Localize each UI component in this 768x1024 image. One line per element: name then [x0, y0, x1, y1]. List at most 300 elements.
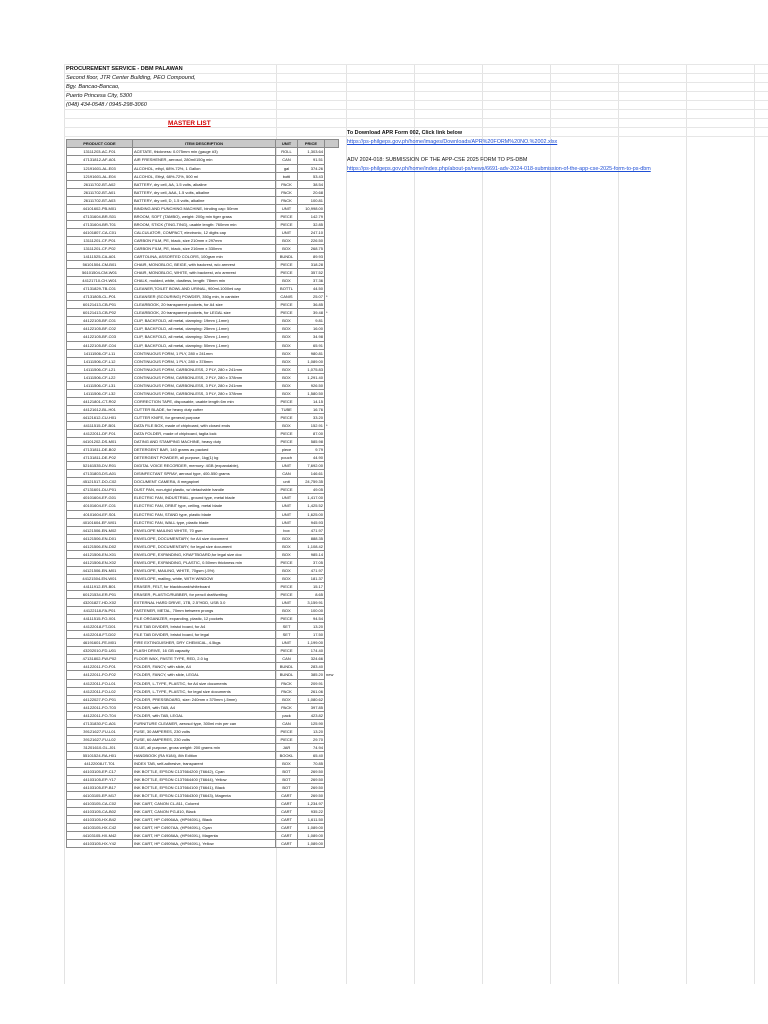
price-cell: 53.43: [298, 172, 325, 180]
price-cell: 283.40: [298, 663, 325, 671]
price-cell: 226.50: [298, 236, 325, 244]
unit-cell: CART: [276, 816, 298, 824]
note-cell: [325, 711, 339, 719]
product-code-cell: 44121612-CU-H01: [67, 413, 133, 421]
table-row[interactable]: [67, 558, 339, 566]
unit-cell: PACK: [276, 703, 298, 711]
product-code-cell: 44111515-FO-X01: [67, 615, 133, 623]
table-row[interactable]: [67, 607, 339, 615]
unit-cell: BOX: [276, 317, 298, 325]
table-row[interactable]: [67, 679, 339, 687]
note-cell: [325, 607, 339, 615]
item-description-cell: INK BOTTLE, EPSON C13T664300 (T6643), Magenta: [133, 792, 276, 800]
price-cell: 269.50: [298, 792, 325, 800]
table-row[interactable]: [67, 816, 339, 824]
price-cell: 25.07: [298, 293, 325, 301]
product-code-cell: 44122011-FO-T03: [67, 703, 133, 711]
note-cell: [325, 582, 339, 590]
product-code-cell: 47131601-DU-P01: [67, 486, 133, 494]
table-row[interactable]: [67, 582, 339, 590]
item-description-cell: ENVELOPE, EXPANDING, PLASTIC, 0.50mm thickness min: [133, 558, 276, 566]
price-cell: 3,159.91: [298, 599, 325, 607]
table-row[interactable]: [67, 422, 339, 430]
note-cell: [325, 164, 339, 172]
item-description-cell: DATA FILE BOX, made of chipboard, with closed ends: [133, 422, 276, 430]
item-description-cell: ERASER, PLASTIC/RUBBER, for pencil draft/writing: [133, 590, 276, 598]
table-row[interactable]: [67, 832, 339, 840]
item-description-cell: CONTINUOUS FORM, 1 PLY, 280 x 241mm: [133, 349, 276, 357]
item-description-cell: CLEANER,TOILET BOWL AND URINAL, 900ml-1000ml cap: [133, 285, 276, 293]
product-code-cell: 44111515-DF-B01: [67, 422, 133, 430]
price-cell: 935.22: [298, 808, 325, 816]
unit-cell: UNIT: [276, 204, 298, 212]
product-code-cell: 47131829-TB-C01: [67, 285, 133, 293]
table-row[interactable]: [67, 566, 339, 574]
unit-cell: CART: [276, 824, 298, 832]
unit-cell: BOX: [276, 357, 298, 365]
table-row[interactable]: [67, 703, 339, 711]
product-code-cell: 44122011-FO-L02: [67, 687, 133, 695]
price-cell: 24,759.35: [298, 478, 325, 486]
table-row[interactable]: [67, 478, 339, 486]
price-cell: 36.85: [298, 301, 325, 309]
price-cell: 1,089.00: [298, 840, 325, 848]
price-cell: 888.35: [298, 534, 325, 542]
table-row[interactable]: [67, 526, 339, 534]
unit-cell: BOX: [276, 333, 298, 341]
product-code-cell: 44103105-EP-M17: [67, 792, 133, 800]
product-code-cell: 44121506-EN-M01: [67, 566, 133, 574]
price-cell: 29.70: [298, 735, 325, 743]
table-row[interactable]: [67, 438, 339, 446]
table-row[interactable]: [67, 454, 339, 462]
unit-cell: CART: [276, 808, 298, 816]
unit-cell: BOTTL: [276, 285, 298, 293]
table-row[interactable]: [67, 743, 339, 751]
note-cell: [325, 365, 339, 373]
table-row[interactable]: [67, 172, 339, 180]
table-row[interactable]: [67, 687, 339, 695]
price-cell: 16.76: [298, 405, 325, 413]
note-cell: [325, 558, 339, 566]
table-row[interactable]: [67, 212, 339, 220]
unit-cell: PIECE: [276, 438, 298, 446]
product-code-cell: 44101807-CA-C01: [67, 228, 133, 236]
product-code-cell: 44122105-BF-C03: [67, 333, 133, 341]
column-header-product-code: PRODUCT CODE: [67, 140, 133, 148]
unit-cell: BOT: [276, 784, 298, 792]
table-row[interactable]: [67, 639, 339, 647]
table-row[interactable]: [67, 349, 339, 357]
price-cell: 397.85: [298, 703, 325, 711]
grid-column-line: [754, 64, 755, 984]
table-header-row: [67, 140, 339, 148]
product-code-cell: 47131830-FC-A01: [67, 719, 133, 727]
table-row[interactable]: [67, 373, 339, 381]
price-cell: 9.81: [298, 317, 325, 325]
note-cell: [325, 502, 339, 510]
item-description-cell: FILE ORGANIZER, expanding, plastic, 12 pockets: [133, 615, 276, 623]
note-cell: [325, 454, 339, 462]
table-row[interactable]: [67, 381, 339, 389]
advisory-link[interactable]: https://ps-philgeps.gov.ph/home/index.php/about-ps/news/6691-adv-2024-018-submission-of-the-app-cse-2025-form-to-ps-dbm: [347, 166, 651, 172]
price-cell: 49.05: [298, 486, 325, 494]
unit-cell: PIECE: [276, 301, 298, 309]
note-cell: [325, 269, 339, 277]
unit-cell: PIECE: [276, 212, 298, 220]
item-description-cell: EXTERNAL HARD DRIVE, 1TB, 2.5"HDD, USB 3.0: [133, 599, 276, 607]
product-code-cell: 44111912-ER-B01: [67, 582, 133, 590]
note-cell: [325, 840, 339, 848]
item-description-cell: FILE TAB DIVIDER, bristol board, for legal: [133, 631, 276, 639]
unit-cell: TUBE: [276, 405, 298, 413]
grid-column-line: [482, 64, 483, 984]
price-cell: 1,425.52: [298, 502, 325, 510]
table-row[interactable]: [67, 599, 339, 607]
table-row[interactable]: [67, 615, 339, 623]
price-cell: 100.81: [298, 196, 325, 204]
note-cell: *: [326, 294, 328, 300]
item-description-cell: CONTINUOUS FORM, CARBONLESS, 3 PLY, 280 x 378mm: [133, 389, 276, 397]
item-description-cell: FIRE EXTINGUISHER, DRY CHEMICAL, 4.5kgs: [133, 639, 276, 647]
table-row[interactable]: [67, 228, 339, 236]
note-cell: [325, 180, 339, 188]
price-cell: 269.50: [298, 784, 325, 792]
table-row[interactable]: [67, 325, 339, 333]
item-description-cell: ENVELOPE, MAILING, WHITE, 70gsm (-5%): [133, 566, 276, 574]
unit-cell: BUNDL: [276, 253, 298, 261]
note-cell: [325, 526, 339, 534]
unit-cell: piece: [276, 446, 298, 454]
price-cell: 268.75: [298, 244, 325, 252]
table-body: [67, 148, 339, 848]
price-cell: 32.85: [298, 220, 325, 228]
table-row[interactable]: [67, 840, 339, 848]
table-row[interactable]: [67, 800, 339, 808]
table-row[interactable]: [67, 486, 339, 494]
product-code-cell: 31201610-GL-J01: [67, 743, 133, 751]
note-cell: [325, 639, 339, 647]
table-row[interactable]: [67, 220, 339, 228]
table-row[interactable]: [67, 824, 339, 832]
note-cell: [325, 695, 339, 703]
unit-cell: PIECE: [276, 430, 298, 438]
advisory-link-row: [347, 166, 651, 172]
note-cell: [325, 430, 339, 438]
price-cell: 87.00: [298, 430, 325, 438]
table-row[interactable]: [67, 236, 339, 244]
note-cell: *: [326, 423, 328, 428]
note-cell: new: [326, 672, 334, 678]
item-description-cell: CUTTER BLADE, for heavy duty cutter: [133, 405, 276, 413]
note-cell: [325, 413, 339, 421]
table-row[interactable]: [67, 719, 339, 727]
unit-cell: pouch: [276, 454, 298, 462]
table-row[interactable]: [67, 188, 339, 196]
table-row[interactable]: [67, 285, 339, 293]
grid-row-line: [64, 109, 768, 110]
table-row[interactable]: [67, 735, 339, 743]
note-cell: [325, 719, 339, 727]
price-cell: 70.85: [298, 759, 325, 767]
table-row[interactable]: [67, 590, 339, 598]
product-code-cell: 14111525-CA-A01: [67, 253, 133, 261]
note-cell: [325, 486, 339, 494]
item-description-cell: BATTERY, dry cell, AAA, 1.5 volts, alkaline: [133, 188, 276, 196]
column-header-note: [325, 140, 339, 148]
table-row[interactable]: [67, 663, 339, 671]
table-row[interactable]: [67, 317, 339, 325]
product-code-cell: 14111506-CF-L32: [67, 389, 133, 397]
table-row[interactable]: [67, 574, 339, 582]
column-header-unit: UNIT: [276, 140, 298, 148]
product-code-cell: 40101604-EF-C01: [67, 502, 133, 510]
table-row[interactable]: [67, 365, 339, 373]
table-row[interactable]: [67, 462, 339, 470]
product-code-cell: 44103105-HX-C42: [67, 824, 133, 832]
price-cell: 1,417.00: [298, 494, 325, 502]
table-row[interactable]: [67, 148, 339, 156]
table-row[interactable]: [67, 776, 339, 784]
table-row[interactable]: [67, 671, 339, 679]
item-description-cell: GLUE, all purpose, gross weight: 200 grams min: [133, 743, 276, 751]
price-cell: 9.79: [298, 446, 325, 454]
unit-cell: SET: [276, 631, 298, 639]
table-row[interactable]: [67, 623, 339, 631]
product-code-cell: 44121801-CT-R02: [67, 397, 133, 405]
item-description-cell: CLIP, BACKFOLD, all metal, clamping: 50mm (-1mm): [133, 341, 276, 349]
master-list-title: MASTER LIST: [168, 120, 211, 127]
price-cell: 34.98: [298, 333, 325, 341]
table-row[interactable]: [67, 792, 339, 800]
table-row[interactable]: [67, 510, 339, 518]
table-row[interactable]: [67, 244, 339, 252]
product-code-cell: 55101524-RA-H01: [67, 751, 133, 759]
unit-cell: UNIT: [276, 462, 298, 470]
table-row[interactable]: [67, 430, 339, 438]
table-row[interactable]: [67, 518, 339, 526]
table-row[interactable]: [67, 808, 339, 816]
table-row[interactable]: [67, 711, 339, 719]
note-cell: [325, 542, 339, 550]
price-cell: 318.28: [298, 261, 325, 269]
table-row[interactable]: [67, 397, 339, 405]
download-instruction: To Download APR Form 002, Click link below: [347, 130, 463, 136]
price-cell: 10,998.00: [298, 204, 325, 212]
product-code-cell: 44121506-EN-M02: [67, 526, 133, 534]
table-row[interactable]: [67, 759, 339, 767]
table-row[interactable]: [67, 631, 339, 639]
price-cell: 15.17: [298, 582, 325, 590]
table-row[interactable]: [67, 309, 339, 317]
table-row[interactable]: [67, 494, 339, 502]
table-row[interactable]: [67, 277, 339, 285]
item-description-cell: ELECTRIC FAN, STAND type, plastic blade: [133, 510, 276, 518]
item-description-cell: FOLDER, FANCY, with slide, LEGAL: [133, 671, 276, 679]
item-description-cell: INK CART, HP C4909AA, (HP940XL), Yellow: [133, 840, 276, 848]
table-row[interactable]: [67, 655, 339, 663]
item-description-cell: CONTINUOUS FORM, CARBONLESS, 2 PLY, 280 x 378mm: [133, 373, 276, 381]
unit-cell: CART: [276, 800, 298, 808]
item-description-cell: CONTINUOUS FORM, 1 PLY, 280 x 378mm: [133, 357, 276, 365]
unit-cell: BOX: [276, 422, 298, 430]
table-row[interactable]: [67, 180, 339, 188]
item-description-cell: FURNITURE CLEANER, aerosol type, 300ml min per can: [133, 719, 276, 727]
note-cell: [325, 566, 339, 574]
table-row[interactable]: [67, 341, 339, 349]
price-cell: 14.15: [298, 397, 325, 405]
note-cell: [325, 510, 339, 518]
table-row[interactable]: [67, 301, 339, 309]
price-cell: 65.91: [298, 341, 325, 349]
item-description-cell: CONTINUOUS FORM, CARBONLESS, 2 PLY, 280 x 241mm: [133, 365, 276, 373]
table-row[interactable]: [67, 647, 339, 655]
table-row[interactable]: [67, 389, 339, 397]
price-cell: 1,089.00: [298, 832, 325, 840]
item-description-cell: INK CART, HP C4908AA, (HP940XL), Magenta: [133, 832, 276, 840]
item-description-cell: BATTERY, dry cell, AA, 1.5 volts, alkaline: [133, 180, 276, 188]
note-cell: [325, 301, 339, 309]
org-name: PROCUREMENT SERVICE - DBM PALAWAN: [66, 66, 183, 72]
product-code-cell: 44122011-FO-T04: [67, 711, 133, 719]
price-cell: 181.37: [298, 574, 325, 582]
price-cell: 152.91: [298, 422, 325, 430]
note-cell: [325, 148, 339, 156]
note-cell: [325, 776, 339, 784]
table-row[interactable]: [67, 156, 339, 164]
product-code-cell: 44122018-FT-D02: [67, 631, 133, 639]
product-code-cell: 47131812-AF-A01: [67, 156, 133, 164]
unit-cell: PIECE: [276, 413, 298, 421]
note-cell: [325, 792, 339, 800]
note-cell: [325, 261, 339, 269]
item-description-cell: CALCULATOR, COMPACT, electronic, 12 digits cap: [133, 228, 276, 236]
table-row[interactable]: [67, 470, 339, 478]
unit-cell: PIECE: [276, 220, 298, 228]
table-row[interactable]: [67, 413, 339, 421]
table-row[interactable]: [67, 253, 339, 261]
unit-cell: BOX: [276, 365, 298, 373]
note-cell: [325, 204, 339, 212]
table-row[interactable]: [67, 164, 339, 172]
unit-cell: UNIT: [276, 599, 298, 607]
product-code-cell: 44121506-EN-X02: [67, 558, 133, 566]
table-row[interactable]: [67, 446, 339, 454]
table-row[interactable]: [67, 269, 339, 277]
table-row[interactable]: [67, 534, 339, 542]
item-description-cell: FOLDER, L-TYPE, PLASTIC, for legal size documents: [133, 687, 276, 695]
item-description-cell: ENVELOPE, DOCUMENTARY, for A4 size document: [133, 534, 276, 542]
phone-numbers: (048) 434-0548 / 0945-298-3060: [66, 102, 147, 108]
price-cell: 1,303.64: [298, 148, 325, 156]
table-row[interactable]: [67, 333, 339, 341]
product-code-cell: 44121612-BL-H01: [67, 405, 133, 413]
table-row[interactable]: [67, 768, 339, 776]
product-code-cell: 43202010-FD-U01: [67, 647, 133, 655]
table-row[interactable]: [67, 261, 339, 269]
unit-cell: PIECE: [276, 727, 298, 735]
unit-cell: UNIT: [276, 518, 298, 526]
item-description-cell: BROOM, STICK (TING-TING), usable length: 760mm min: [133, 220, 276, 228]
price-cell: 374.26: [298, 164, 325, 172]
unit-cell: BOT: [276, 776, 298, 784]
item-description-cell: CORRECTION TAPE, disposable, usable length 6m min: [133, 397, 276, 405]
item-description-cell: CARTOLINA, ASSORTED COLORS, 100gsm min: [133, 253, 276, 261]
table-row[interactable]: [67, 542, 339, 550]
price-cell: 1,080.62: [298, 695, 325, 703]
note-cell: [325, 751, 339, 759]
note-cell: [325, 357, 339, 365]
note-cell: [325, 784, 339, 792]
unit-cell: PIECE: [276, 615, 298, 623]
unit-cell: PACK: [276, 188, 298, 196]
table-row[interactable]: [67, 695, 339, 703]
note-cell: [325, 446, 339, 454]
product-code-cell: 39121627-FU-L01: [67, 727, 133, 735]
note-cell: [325, 285, 339, 293]
item-description-cell: CLIP, BACKFOLD, all metal, clamping: 32mm (-1mm): [133, 333, 276, 341]
product-code-cell: 44122011-FO-L01: [67, 679, 133, 687]
price-cell: 1,580.50: [298, 389, 325, 397]
price-cell: 17.50: [298, 631, 325, 639]
table-row[interactable]: [67, 784, 339, 792]
table-row[interactable]: [67, 550, 339, 558]
price-cell: 423.82: [298, 711, 325, 719]
product-code-cell: 47131811-DE-B02: [67, 446, 133, 454]
table-row[interactable]: [67, 502, 339, 510]
note-cell: [325, 317, 339, 325]
unit-cell: BOT: [276, 768, 298, 776]
unit-cell: PIECE: [276, 486, 298, 494]
product-code-cell: 26111702-BT-A02: [67, 180, 133, 188]
price-cell: 209.91: [298, 679, 325, 687]
unit-cell: PIECE: [276, 582, 298, 590]
item-description-cell: DUST PAN, non-rigid plastic, w/ detachable handle: [133, 486, 276, 494]
address-line-1: Second floor, JTR Center Building, PEO Compound,: [66, 75, 196, 81]
unit-cell: pack: [276, 711, 298, 719]
table-row[interactable]: [67, 293, 339, 301]
product-code-cell: 14111506-CF-L21: [67, 365, 133, 373]
apr-form-download-link[interactable]: https://ps-philgeps.gov.ph/home/images/Downloads/APR%20FORM%20NO.%2002.xlsx: [347, 139, 558, 145]
table-row[interactable]: [67, 727, 339, 735]
table-row[interactable]: [67, 357, 339, 365]
unit-cell: gal: [276, 164, 298, 172]
note-cell: [325, 518, 339, 526]
product-code-cell: 47131604-BR-T01: [67, 220, 133, 228]
table-row[interactable]: [67, 405, 339, 413]
product-code-cell: 44103105-HX-Y42: [67, 840, 133, 848]
item-description-cell: ELECTRIC FAN, ORBIT type, ceiling, metal blade: [133, 502, 276, 510]
product-code-cell: 46191601-FE-M01: [67, 639, 133, 647]
product-code-cell: 13111201-CF-P01: [67, 236, 133, 244]
product-code-cell: 12191601-AL-E03: [67, 164, 133, 172]
grid-column-line: [686, 64, 687, 984]
table-row[interactable]: [67, 196, 339, 204]
note-cell: [325, 188, 339, 196]
note-cell: [325, 341, 339, 349]
table-row[interactable]: [67, 751, 339, 759]
note-cell: [325, 631, 339, 639]
note-cell: [325, 743, 339, 751]
unit-cell: PIECE: [276, 269, 298, 277]
table-row[interactable]: [67, 204, 339, 212]
note-cell: [325, 397, 339, 405]
note-cell: [325, 253, 339, 261]
price-cell: 100.00: [298, 607, 325, 615]
product-code-cell: 47131805-CL-P01: [67, 293, 133, 301]
product-code-cell: 44103105-CA-B02: [67, 808, 133, 816]
item-description-cell: INK BOTTLE, EPSON C13T664200 (T6642), Cyan: [133, 768, 276, 776]
